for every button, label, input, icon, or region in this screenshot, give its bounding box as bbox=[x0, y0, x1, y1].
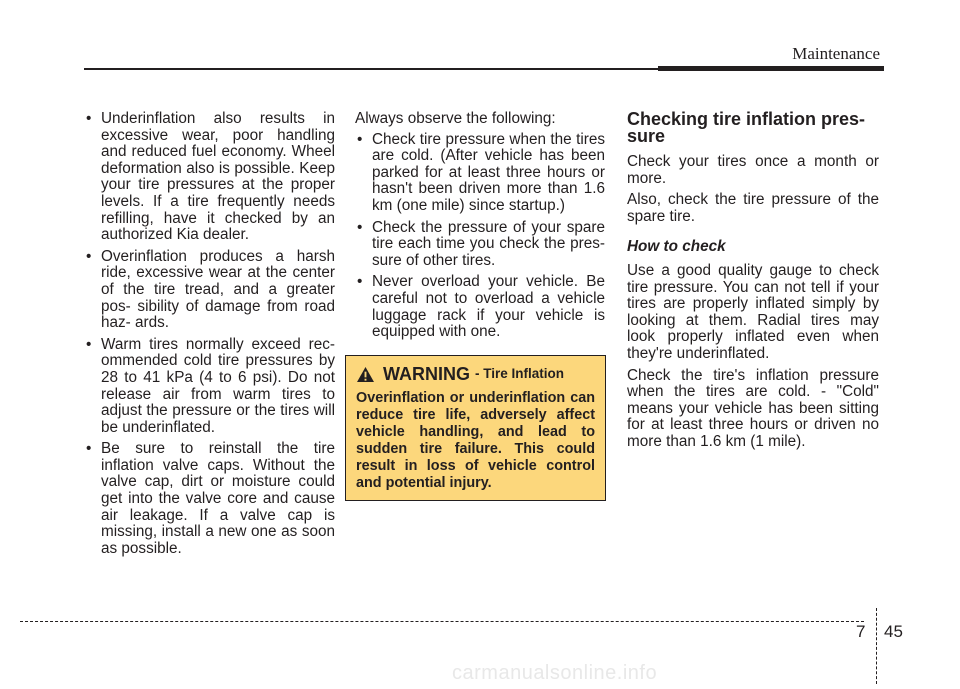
bullet-icon: • bbox=[86, 440, 92, 458]
tire-pressure-notes-list bbox=[84, 111, 335, 557]
observe-intro: Always observe the following: bbox=[355, 110, 556, 127]
page-number: 45 bbox=[884, 622, 903, 641]
warning-title bbox=[356, 363, 595, 384]
chapter-number: 7 bbox=[856, 622, 866, 641]
section-heading: Checking tire inflation pres- sure bbox=[627, 109, 866, 146]
paragraph: Also, check the tire pressure of the spare tire. bbox=[627, 191, 879, 225]
list-item: • Check the pressure of your spare tire each time you check the pres- sure of other tires. bbox=[357, 218, 605, 269]
list-item: • Overinflation produces a harsh ride, excessive wear at the center of the tire tread, and a greater pos- sibility of damage from road haz- ards. bbox=[86, 247, 335, 332]
warning-box bbox=[345, 355, 606, 501]
list-item: • Be sure to reinstall the tire inflation valve caps. Without the valve cap, dirt or moisture could get into the valve core and cause air leakage. If a valve cap is missing, install a new one as soon as possible. bbox=[86, 440, 335, 557]
bullet-icon: • bbox=[357, 130, 363, 148]
observe-list bbox=[355, 132, 605, 341]
bullet-icon: • bbox=[86, 110, 92, 127]
footer-divider bbox=[876, 608, 877, 684]
header-rule-accent bbox=[658, 66, 884, 71]
list-item: • Never overload your vehicle. Be careful not to overload a vehicle luggage rack if your vehicle is equipped with one. bbox=[357, 273, 605, 341]
bullet-icon: • bbox=[86, 247, 92, 265]
paragraph: Check your tires once a month or more. bbox=[627, 153, 879, 187]
paragraph: Use a good quality gauge to check tire pressure. You can not tell if your tires are properly inflated simply by looking at them. Radial tires may look properly inflated even when they're underinflated. bbox=[627, 261, 879, 362]
footer-rule bbox=[20, 621, 864, 622]
warning-subtitle: - Tire Inflation bbox=[475, 365, 565, 381]
list-item: • Underinflation also results in excessive wear, poor handling and reduced fuel economy. Wheel deformation also is possible. Keep your tire pressures at the proper levels. If a tire frequently needs refilling, have it checked by an authorized Kia dealer. bbox=[86, 110, 335, 244]
warning-label: WARNING bbox=[383, 363, 470, 384]
subheading-how-to-check: How to check bbox=[627, 238, 726, 256]
list-item: • Check tire pressure when the tires are cold. (After vehicle has been parked for at least three hours or hasn't been driven more than 1.6 km (one mile) since startup.) bbox=[357, 130, 605, 214]
bullet-icon: • bbox=[357, 218, 363, 236]
watermark: carmanualsonline.info bbox=[452, 662, 658, 684]
warning-text: Overinflation or underinflation can reduce tire life, adversely affect vehicle handling, and lead to sudden tire failure. This could result in loss of vehicle control and potential injury. bbox=[356, 389, 595, 491]
section-title: Maintenance bbox=[792, 44, 880, 63]
column-left bbox=[84, 111, 335, 562]
bullet-icon: • bbox=[86, 335, 92, 353]
paragraph: Check the tire's inflation pressure when the tires are cold. - "Cold" means your vehicle has been sitting for at least three hours or driven no more than 1.6 km (1 mile). bbox=[627, 366, 879, 450]
column-right bbox=[627, 111, 879, 456]
bullet-icon: • bbox=[357, 273, 363, 291]
column-middle bbox=[355, 111, 605, 501]
list-item: • Warm tires normally exceed rec- ommended cold tire pressures by 28 to 41 kPa (4 to 6 psi). Do not release air from warm tires to adjust the pressure or the tires will be underinflated. bbox=[86, 335, 335, 436]
warning-triangle-icon bbox=[356, 366, 375, 383]
